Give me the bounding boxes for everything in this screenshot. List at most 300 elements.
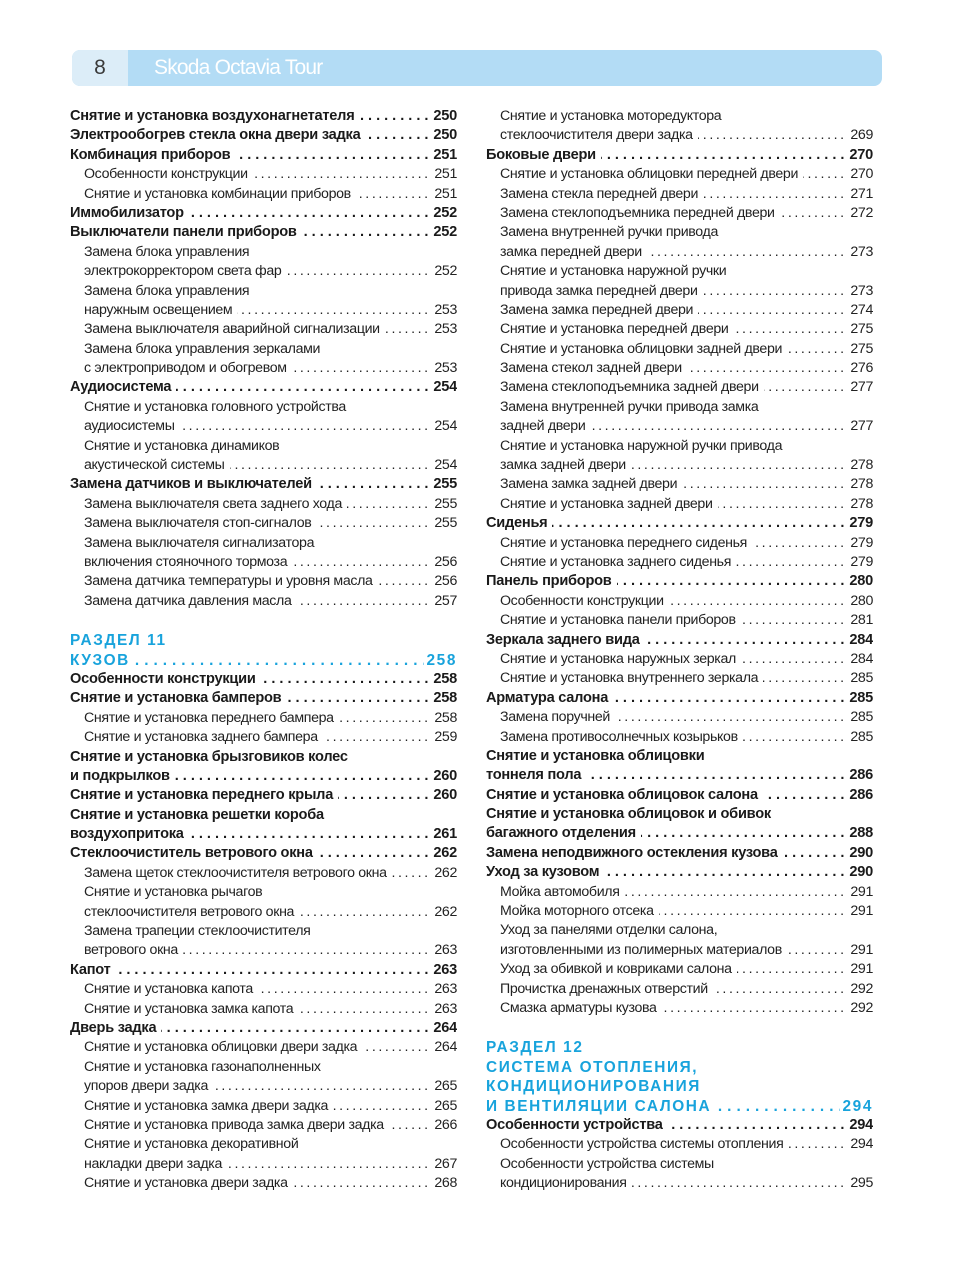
toc-entry-title: стеклоочистителя ветрового окна xyxy=(84,904,299,920)
toc-section-heading xyxy=(486,1058,873,1077)
toc-entry xyxy=(70,378,457,397)
toc-page-number: 256 xyxy=(431,572,457,591)
toc-subentry xyxy=(486,340,873,359)
toc-subentry xyxy=(486,592,873,611)
toc-page-number: 250 xyxy=(430,107,457,126)
toc-entry-title: замка передней двери xyxy=(500,244,647,260)
toc-page-number: 285 xyxy=(847,708,873,727)
toc-entry-title: Особенности конструкции xyxy=(84,166,253,182)
toc-subentry xyxy=(486,437,873,456)
toc-page-number: 260 xyxy=(430,767,457,786)
toc-subentry xyxy=(70,1077,457,1096)
toc-entry-title: И ВЕНТИЛЯЦИИ САЛОНА xyxy=(486,1098,716,1115)
toc-subentry xyxy=(70,1038,457,1057)
toc-page-number: 280 xyxy=(847,592,873,611)
toc-entry-title: Замена стекол задней двери xyxy=(500,360,687,376)
toc-subentry xyxy=(70,398,457,417)
toc-page-number: 262 xyxy=(431,903,457,922)
toc-entry-title: Замена стекла передней двери xyxy=(500,186,703,202)
toc-entry-title: Мойка моторного отсека xyxy=(500,903,659,919)
toc-entry-title: Электрообогрев стекла окна двери задка xyxy=(70,127,365,143)
toc-subentry xyxy=(70,1097,457,1116)
toc-subentry xyxy=(70,340,457,359)
toc-page-number: 281 xyxy=(847,611,873,630)
toc-page-number: 261 xyxy=(430,825,457,844)
toc-subentry xyxy=(70,514,457,533)
toc-page-number: 263 xyxy=(431,980,457,999)
toc-entry xyxy=(486,572,873,591)
toc-entry-title: Снятие и установка внутреннего зеркала xyxy=(500,670,763,686)
toc-page-number: 254 xyxy=(431,456,457,475)
toc-entry xyxy=(486,824,873,843)
toc-entry-title: Капот xyxy=(70,962,115,978)
toc-entry-title: кондиционирования xyxy=(500,1175,632,1191)
toc-entry xyxy=(70,806,457,825)
toc-subentry xyxy=(70,185,457,204)
toc-subentry xyxy=(486,669,873,688)
toc-right-column xyxy=(486,107,873,1193)
toc-entry-title: Снятие и установка головного устройства xyxy=(84,399,351,415)
toc-page-number: 266 xyxy=(431,1116,457,1135)
toc-page-number: 271 xyxy=(847,185,873,204)
toc-entry xyxy=(70,1019,457,1038)
toc-page-number: 264 xyxy=(430,1019,457,1038)
toc-page-number: 269 xyxy=(847,126,873,145)
toc-entry-title: аудиосистемы xyxy=(84,418,180,434)
toc-subentry xyxy=(70,301,457,320)
toc-left-column xyxy=(70,107,457,1193)
book-title: Skoda Octavia Tour xyxy=(154,56,323,79)
toc-entry-title: Снятие и установка рычагов xyxy=(84,884,267,900)
toc-entry-title: РАЗДЕЛ 12 xyxy=(486,1039,589,1056)
toc-page-number: 255 xyxy=(431,514,457,533)
toc-page-number: 272 xyxy=(847,204,873,223)
toc-subentry xyxy=(70,320,457,339)
toc-entry-title: Замена неподвижного остекления кузова xyxy=(486,845,783,861)
toc-entry-title: Замена поручней xyxy=(500,709,615,725)
toc-page-number: 263 xyxy=(431,941,457,960)
toc-entry-title: Выключатели панели приборов xyxy=(70,224,302,240)
toc-entry-title: Иммобилизатор xyxy=(70,205,189,221)
toc-entry-title: Снятие и установка двери задка xyxy=(84,1175,293,1191)
toc-page-number: 285 xyxy=(846,689,873,708)
toc-entry xyxy=(70,670,457,689)
toc-entry-title: Замена выключателя стоп-сигналов xyxy=(84,515,316,531)
toc-entry xyxy=(70,961,457,980)
toc-entry-title: Снятие и установка капота xyxy=(84,981,258,997)
toc-entry-title: Замена противосолнечных козырьков xyxy=(500,729,743,745)
toc-entry-title: Стеклоочиститель ветрового окна xyxy=(70,845,318,861)
toc-entry-title: Прочистка дренажных отверстий xyxy=(500,981,713,997)
toc-page-number: 262 xyxy=(430,844,457,863)
toc-entry-title: воздухопритока xyxy=(70,826,189,842)
toc-entry xyxy=(486,805,873,824)
toc-entry-title: Замена замка задней двери xyxy=(500,476,682,492)
toc-entry-title: Замена датчика давления масла xyxy=(84,593,296,609)
toc-subentry xyxy=(486,1174,873,1193)
toc-section-heading xyxy=(70,651,457,670)
toc-entry xyxy=(486,514,873,533)
toc-page-number: 276 xyxy=(847,359,873,378)
toc-subentry xyxy=(486,708,873,727)
toc-page-number: 285 xyxy=(847,728,873,747)
toc-subentry xyxy=(70,572,457,591)
toc-page-number: 285 xyxy=(847,669,873,688)
toc-page-number: 279 xyxy=(847,534,873,553)
toc-subentry xyxy=(70,1000,457,1019)
toc-page-number: 253 xyxy=(431,301,457,320)
toc-section-heading xyxy=(486,1077,873,1096)
toc-entry-title: багажного отделения xyxy=(486,825,641,841)
toc-entry-title: накладки двери задка xyxy=(84,1156,227,1172)
toc-subentry xyxy=(486,359,873,378)
toc-page-number: 275 xyxy=(847,320,873,339)
toc-entry-title: Снятие и установка панели приборов xyxy=(500,612,741,628)
toc-subentry xyxy=(70,1155,457,1174)
toc-subentry xyxy=(486,262,873,281)
toc-page-number: 274 xyxy=(847,301,873,320)
toc-page-number: 260 xyxy=(430,786,457,805)
toc-entry-title: Снятие и установка переднего крыла xyxy=(70,787,338,803)
toc-entry-title: Снятие и установка заднего сиденья xyxy=(500,554,736,570)
toc-subentry xyxy=(486,417,873,436)
toc-entry-title: и подкрылков xyxy=(70,768,175,784)
toc-entry-title: Снятие и установка переднего бампера xyxy=(84,710,339,726)
toc-page-number: 270 xyxy=(846,146,873,165)
toc-entry-title: КУЗОВ xyxy=(70,652,135,669)
toc-subentry xyxy=(70,243,457,262)
toc-entry xyxy=(70,844,457,863)
toc-subentry xyxy=(70,709,457,728)
toc-subentry xyxy=(70,456,457,475)
toc-page-number: 286 xyxy=(846,766,873,785)
toc-entry-title: Особенности конструкции xyxy=(500,593,669,609)
toc-entry-title: Снятие и установка переднего сиденья xyxy=(500,535,752,551)
toc-entry xyxy=(70,223,457,242)
toc-subentry xyxy=(486,204,873,223)
toc-entry-title: Замена внутренней ручки привода замка xyxy=(500,399,763,415)
toc-subentry xyxy=(70,1135,457,1154)
toc-entry-title: Снятие и установка моторедуктора xyxy=(500,108,726,124)
toc-entry-title: Замена блока управления зеркалами xyxy=(84,341,325,357)
toc-entry xyxy=(70,786,457,805)
toc-subentry xyxy=(70,495,457,514)
toc-subentry xyxy=(70,1058,457,1077)
toc-entry xyxy=(486,146,873,165)
toc-page-number: 275 xyxy=(847,340,873,359)
toc-section-heading xyxy=(70,631,457,650)
toc-entry-title: СИСТЕМА ОТОПЛЕНИЯ, xyxy=(486,1059,703,1076)
toc-page-number: 290 xyxy=(846,863,873,882)
toc-page-number: 292 xyxy=(847,980,873,999)
page-header xyxy=(72,50,882,86)
toc-entry xyxy=(486,631,873,650)
toc-entry-title: наружным освещением xyxy=(84,302,237,318)
toc-entry-title: включения стояночного тормоза xyxy=(84,554,292,570)
toc-page-number: 254 xyxy=(430,378,457,397)
toc-page-number: 291 xyxy=(847,902,873,921)
toc-entry xyxy=(70,689,457,708)
toc-page-number: 294 xyxy=(840,1097,873,1116)
toc-entry-title: Снятие и установка замка двери задка xyxy=(84,1098,333,1114)
toc-entry xyxy=(70,204,457,223)
toc-entry xyxy=(486,766,873,785)
toc-subentry xyxy=(486,534,873,553)
toc-page-number: 267 xyxy=(431,1155,457,1174)
toc-page-number: 278 xyxy=(847,475,873,494)
toc-page-number: 294 xyxy=(847,1135,873,1154)
toc-subentry xyxy=(70,262,457,281)
toc-entry xyxy=(70,126,457,145)
toc-page-number: 268 xyxy=(431,1174,457,1193)
toc-page-number: 284 xyxy=(847,650,873,669)
toc-subentry xyxy=(486,650,873,669)
toc-entry-title: Замена трапеции стеклоочистителя xyxy=(84,923,316,939)
toc-entry-title: Замена внутренней ручки привода xyxy=(500,224,723,240)
toc-section-heading xyxy=(486,1097,873,1116)
toc-entry-title: Снятие и установка брызговиков колес xyxy=(70,749,353,765)
toc-entry-title: Смазка арматуры кузова xyxy=(500,1000,662,1016)
toc-page-number: 257 xyxy=(431,592,457,611)
toc-entry-title: Снятие и установка задней двери xyxy=(500,496,718,512)
toc-entry-title: Замена щеток стеклоочистителя ветрового окна xyxy=(84,865,392,881)
toc-page-number: 273 xyxy=(847,243,873,262)
toc-subentry xyxy=(486,980,873,999)
toc-entry-title: Особенности устройства системы отопления xyxy=(500,1136,788,1152)
toc-page-number: 252 xyxy=(430,204,457,223)
toc-entry xyxy=(486,786,873,805)
toc-subentry xyxy=(486,495,873,514)
toc-entry xyxy=(486,689,873,708)
toc-subentry xyxy=(486,475,873,494)
toc-page-number: 258 xyxy=(430,670,457,689)
toc-entry xyxy=(486,1116,873,1135)
toc-entry-title: Особенности устройства xyxy=(486,1117,668,1133)
toc-entry-title: с электроприводом и обогревом xyxy=(84,360,292,376)
toc-subentry xyxy=(486,223,873,242)
toc-entry-title: Снятие и установка наружных зеркал xyxy=(500,651,741,667)
toc-entry-title: Особенности устройства системы xyxy=(500,1156,719,1172)
toc-entry-title: Боковые двери xyxy=(486,147,601,163)
toc-entry-title: Снятие и установка заднего бампера xyxy=(84,729,323,745)
toc-entry-title: Особенности конструкции xyxy=(70,671,261,687)
toc-entry-title: Снятие и установка облицовки передней двери xyxy=(500,166,803,182)
toc-entry-title: Снятие и установка передней двери xyxy=(500,321,733,337)
toc-entry-title: Замена стеклоподъемника задней двери xyxy=(500,379,764,395)
toc-subentry xyxy=(486,301,873,320)
toc-subentry xyxy=(486,999,873,1018)
toc-entry xyxy=(70,748,457,767)
toc-entry-title: Снятие и установка динамиков xyxy=(84,438,284,454)
toc-entry xyxy=(486,747,873,766)
toc-entry-title: Уход за обивкой и ковриками салона xyxy=(500,961,737,977)
toc-entry-title: изготовленными из полимерных материалов xyxy=(500,942,787,958)
toc-subentry xyxy=(70,864,457,883)
toc-subentry xyxy=(486,185,873,204)
toc-page-number: 263 xyxy=(430,961,457,980)
toc-subentry xyxy=(70,553,457,572)
toc-entry-title: замка задней двери xyxy=(500,457,631,473)
toc-page-number: 288 xyxy=(846,824,873,843)
toc-entry-title: Замена выключателя света заднего хода xyxy=(84,496,347,512)
toc-entry xyxy=(70,146,457,165)
toc-entry-title: Уход за кузовом xyxy=(486,864,604,880)
toc-page-number: 255 xyxy=(431,495,457,514)
toc-subentry xyxy=(486,611,873,630)
toc-entry-title: Уход за панелями отделки салона, xyxy=(500,922,722,938)
toc-subentry xyxy=(486,921,873,940)
toc-entry-title: Снятие и установка комбинации приборов xyxy=(84,186,356,202)
toc-page-number: 251 xyxy=(431,185,457,204)
toc-subentry xyxy=(70,1116,457,1135)
toc-entry-title: Снятие и установка привода замка двери задка xyxy=(84,1117,389,1133)
toc-page-number: 273 xyxy=(847,282,873,301)
toc-entry-title: Замена выключателя аварийной сигнализации xyxy=(84,321,385,337)
toc-page-number: 279 xyxy=(847,553,873,572)
toc-page-number: 290 xyxy=(846,844,873,863)
toc-entry-title: Замена блока управления xyxy=(84,283,254,299)
toc-subentry xyxy=(486,398,873,417)
toc-entry-title: акустической системы xyxy=(84,457,230,473)
toc-subentry xyxy=(486,941,873,960)
toc-page-number: 256 xyxy=(431,553,457,572)
toc-entry-title: Снятие и установка воздухонагнетателя xyxy=(70,108,359,124)
toc-subentry xyxy=(486,243,873,262)
toc-subentry xyxy=(70,534,457,553)
toc-page-number: 295 xyxy=(847,1174,873,1193)
toc-subentry xyxy=(70,883,457,902)
toc-entry-title: Снятие и установка решетки короба xyxy=(70,807,329,823)
toc-subentry xyxy=(70,903,457,922)
toc-subentry xyxy=(70,980,457,999)
toc-page-number: 286 xyxy=(846,786,873,805)
toc-entry-title: Снятие и установка облицовки xyxy=(486,748,709,764)
toc-subentry xyxy=(70,359,457,378)
toc-entry-title: Снятие и установка наружной ручки xyxy=(500,263,731,279)
toc-subentry xyxy=(486,1155,873,1174)
toc-entry-title: ветрового окна xyxy=(84,942,183,958)
toc-page-number: 255 xyxy=(430,475,457,494)
toc-page-number: 278 xyxy=(847,495,873,514)
toc-subentry xyxy=(486,282,873,301)
toc-entry-title: привода замка передней двери xyxy=(500,283,703,299)
toc-entry xyxy=(486,844,873,863)
toc-entry-title: стеклоочистителя двери задка xyxy=(500,127,698,143)
toc-page-number: 258 xyxy=(424,651,457,670)
toc-subentry xyxy=(486,960,873,979)
toc-subentry xyxy=(486,553,873,572)
toc-entry-title: Замена датчика температуры и уровня масла xyxy=(84,573,378,589)
toc-entry-title: Снятие и установка замка капота xyxy=(84,1001,298,1017)
toc-entry-title: Арматура салона xyxy=(486,690,613,706)
toc-entry-title: Снятие и установка облицовки задней двери xyxy=(500,341,787,357)
toc-page-number: 291 xyxy=(847,941,873,960)
page-number: 8 xyxy=(72,50,128,86)
toc-page-number: 259 xyxy=(431,728,457,747)
toc-entry-title: Снятие и установка декоративной xyxy=(84,1136,303,1152)
toc-page-number: 262 xyxy=(431,864,457,883)
toc-page-number: 252 xyxy=(431,262,457,281)
toc-entry-title: Снятие и установка наружной ручки привода xyxy=(500,438,787,454)
toc-page-number: 279 xyxy=(846,514,873,533)
toc-entry xyxy=(70,475,457,494)
toc-page-number: 294 xyxy=(846,1116,873,1135)
toc-entry-title: задней двери xyxy=(500,418,590,434)
toc-entry-title: Снятие и установка облицовок и обивок xyxy=(486,806,776,822)
toc-subentry xyxy=(70,592,457,611)
toc-page-number: 251 xyxy=(431,165,457,184)
toc-subentry xyxy=(486,456,873,475)
toc-subentry xyxy=(70,1174,457,1193)
toc-entry-title: Замена блока управления xyxy=(84,244,254,260)
toc-page-number: 265 xyxy=(431,1077,457,1096)
toc-entry xyxy=(70,825,457,844)
toc-page-number: 264 xyxy=(431,1038,457,1057)
toc-page-number: 253 xyxy=(431,320,457,339)
toc-entry xyxy=(70,767,457,786)
toc-entry-title: Дверь задка xyxy=(70,1020,161,1036)
toc-entry-title: РАЗДЕЛ 11 xyxy=(70,632,172,649)
toc-subentry xyxy=(70,165,457,184)
toc-page-number: 258 xyxy=(431,709,457,728)
toc-entry-title: Панель приборов xyxy=(486,573,617,589)
toc-entry-title: КОНДИЦИОНИРОВАНИЯ xyxy=(486,1078,706,1095)
toc-page-number: 291 xyxy=(847,883,873,902)
toc-page-number: 278 xyxy=(847,456,873,475)
toc-page-number: 265 xyxy=(431,1097,457,1116)
toc-entry-title: Снятие и установка бамперов xyxy=(70,690,286,706)
toc-page-number: 270 xyxy=(847,165,873,184)
toc-entry-title: Снятие и установка газонаполненных xyxy=(84,1059,326,1075)
toc-subentry xyxy=(486,902,873,921)
toc-subentry xyxy=(70,922,457,941)
toc-subentry xyxy=(486,883,873,902)
toc-subentry xyxy=(486,107,873,126)
toc-entry-title: тоннеля пола xyxy=(486,767,586,783)
toc-page-number: 253 xyxy=(431,359,457,378)
toc-subentry xyxy=(486,1135,873,1154)
toc-entry-title: Сиденья xyxy=(486,515,552,531)
toc-page-number: 292 xyxy=(847,999,873,1018)
toc-page-number: 280 xyxy=(846,572,873,591)
toc-subentry xyxy=(70,728,457,747)
toc-entry xyxy=(70,107,457,126)
toc-page-number: 254 xyxy=(431,417,457,436)
toc-subentry xyxy=(486,126,873,145)
toc-subentry xyxy=(486,378,873,397)
toc-page-number: 291 xyxy=(847,960,873,979)
toc-subentry xyxy=(70,437,457,456)
toc-entry-title: Замена стеклоподъемника передней двери xyxy=(500,205,780,221)
toc-entry-title: Комбинация приборов xyxy=(70,147,235,163)
toc-entry-title: Замена выключателя сигнализатора xyxy=(84,535,319,551)
toc-entry-title: Мойка автомобиля xyxy=(500,884,625,900)
toc-page-number: 263 xyxy=(431,1000,457,1019)
toc-entry-title: Снятие и установка облицовки двери задка xyxy=(84,1039,362,1055)
toc-entry-title: Зеркала заднего вида xyxy=(486,632,645,648)
toc-entry-title: упоров двери задка xyxy=(84,1078,213,1094)
toc-page-number: 277 xyxy=(847,378,873,397)
toc-page-number: 284 xyxy=(846,631,873,650)
toc-page-number: 252 xyxy=(430,223,457,242)
toc-page-number: 258 xyxy=(430,689,457,708)
toc-subentry xyxy=(486,165,873,184)
toc-subentry xyxy=(486,728,873,747)
toc-entry-title: Замена датчиков и выключателей xyxy=(70,476,317,492)
toc-subentry xyxy=(70,282,457,301)
dot-leader xyxy=(70,961,457,980)
toc-entry-title: Замена замка передней двери xyxy=(500,302,698,318)
